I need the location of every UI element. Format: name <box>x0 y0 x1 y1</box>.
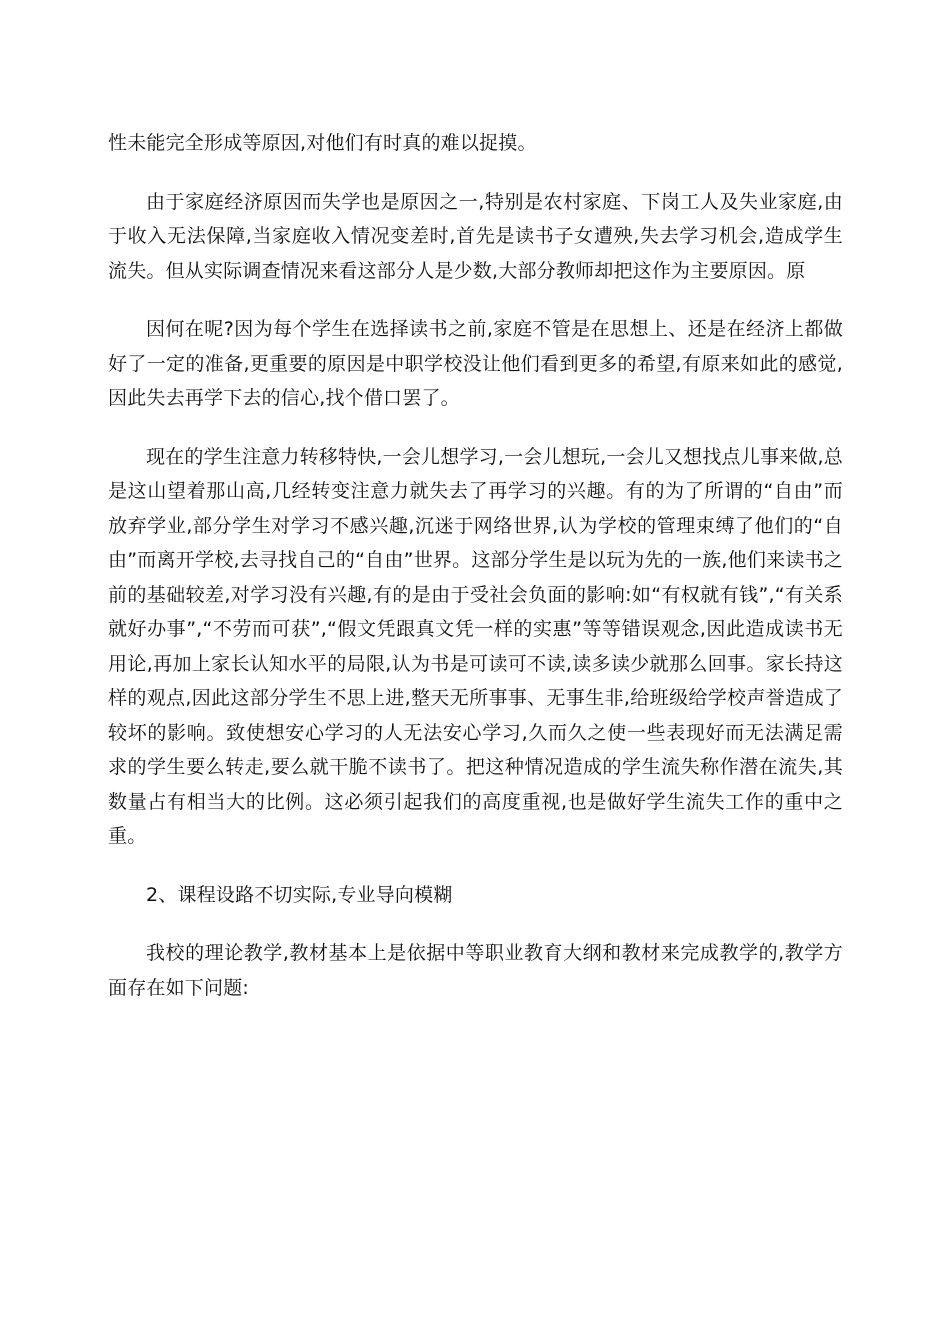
paragraph-teaching: 我校的理论教学,教材基本上是依据中等职业教育大纲和教材来完成教学的,教学方面存在如下问题: <box>108 942 843 999</box>
paragraph-reason: 因何在呢?因为每个学生在选择读书之前,家庭不管是在思想上、还是在经济上都做好了一定的准备,更重要的原因是中职学校没让他们看到更多的希望,有原来如此的感觉,因此失去再学下去的信心,找个借口罢了。 <box>108 318 843 409</box>
paragraph-family-economy: 由于家庭经济原因而失学也是原因之一,特别是农村家庭、下岗工人及失业家庭,由于收入无法保障,当家庭收入情况变差时,首先是读书子女遭殃,失去学习机会,造成学生流失。但从实际调查情况来看这部分人是少数,大部分教师却把这作为主要原因。原 <box>108 190 843 282</box>
paragraph-attention: 现在的学生注意力转移特快,一会儿想学习,一会儿想玩,一会儿又想找点儿事来做,总是这山望着那山高,几经转变注意力就失去了再学习的兴趣。有的为了所谓的“自由”而放弃学业,部分学生对学习不感兴趣,沉迷于网络世界,认为学校的管理束缚了他们的“自由”而离开学校,去寻找自己的“自由”世界。这部分学生是以玩为先的一族,他们来读书之前的基础较差,对学习没有兴趣,有的是由于受社会负面的影响:如“有权就有钱”,“有关系就好办事”,“不劳而可获”,“假文凭跟真文凭一样的实惠”等等错误观念,因此造成读书无用论,再加上家长认知水平的局限,认为书是可读可不读,读多读少就那么回事。家长持这样的观点,因此这部分学生不思上进,整天无所事事、无事生非,给班级给学校声誉造成了较坏的影响。致使想安心学习的人无法安心学习,久而久之使一些表现好而无法满足需求的学生要么转走,要么就干脆不读书了。把这种情况造成的学生流失称作潜在流失,其数量占有相当大的比例。这必须引起我们的高度重视,也是做好学生流失工作的重中之重。 <box>108 445 843 847</box>
section-heading: 2、课程设路不切实际,专业导向模糊 <box>146 883 453 906</box>
paragraph-continuation: 性未能完全形成等原因,对他们有时真的难以捉摸。 <box>108 132 537 154</box>
document-body <box>108 126 843 1029</box>
